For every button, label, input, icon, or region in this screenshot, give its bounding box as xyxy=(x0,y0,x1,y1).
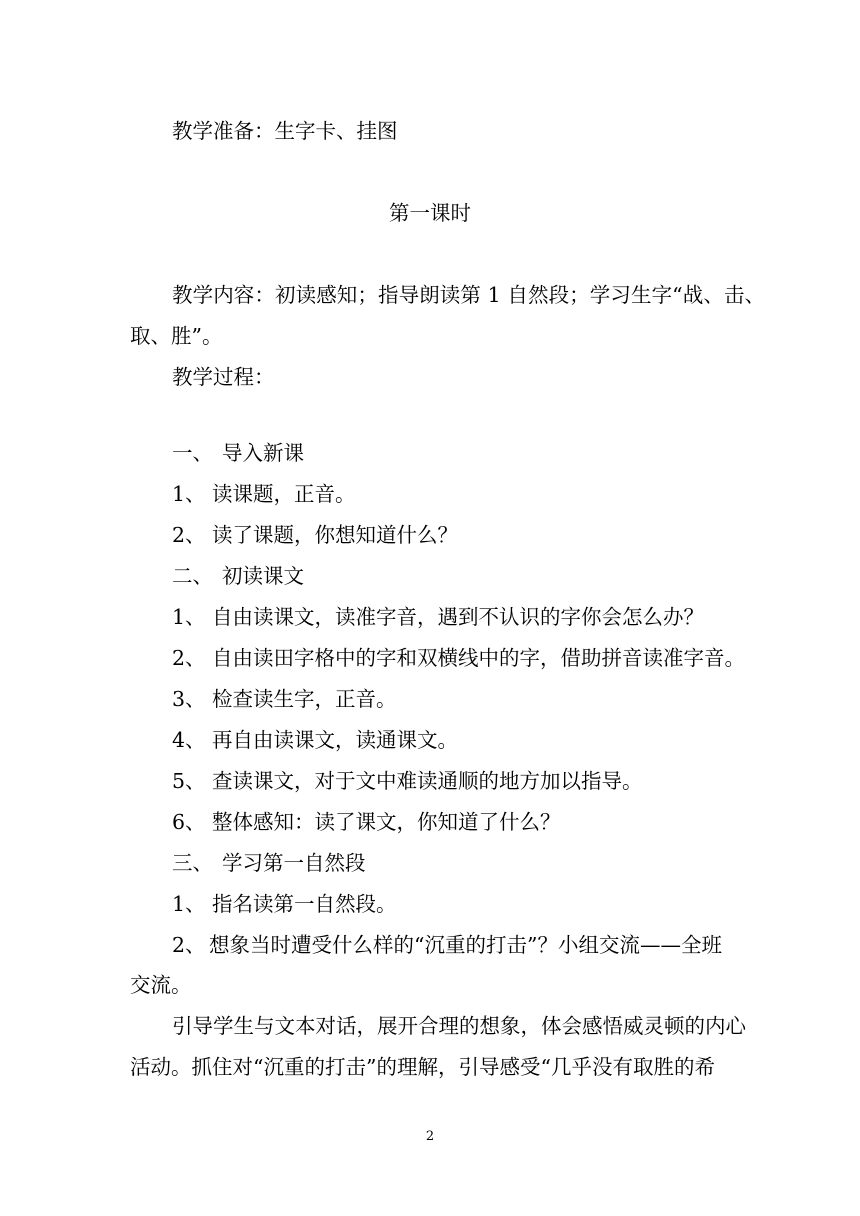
part-2-heading xyxy=(172,564,304,588)
list-item-number: 6、 xyxy=(172,810,206,834)
part-1-number: 一、 xyxy=(172,441,213,465)
list-item xyxy=(172,646,745,670)
list-item-text: 整体感知：读了课文，你知道了什么？ xyxy=(212,810,561,834)
part-3-heading xyxy=(172,851,366,875)
part-1-heading xyxy=(172,441,304,465)
list-item xyxy=(172,605,704,629)
list-item-number: 4、 xyxy=(172,728,206,752)
list-item-number: 2、 xyxy=(172,933,206,957)
page-number: 2 xyxy=(425,1129,435,1144)
list-item xyxy=(172,687,397,711)
list-item-number: 1、 xyxy=(172,482,206,506)
guide-line-1: 引导学生与文本对话，展开合理的想象，体会感悟威灵顿的内心 xyxy=(172,1014,746,1038)
list-item-number: 2、 xyxy=(172,646,206,670)
list-item xyxy=(172,523,458,547)
list-item xyxy=(172,728,458,752)
part-2-title: 初读课文 xyxy=(222,564,304,588)
process-label: 教学过程： xyxy=(172,365,275,389)
list-item xyxy=(172,769,643,793)
content-line-1: 教学内容：初读感知；指导朗读第 1 自然段；学习生字“战、击、 xyxy=(172,283,766,307)
list-item-text: 想象当时遭受什么样的“沉重的打击”？小组交流——全班 xyxy=(209,933,722,957)
list-item-text: 读课题，正音。 xyxy=(212,482,356,506)
list-item-number: 3、 xyxy=(172,687,206,711)
list-item-text: 自由读课文，读准字音，遇到不认识的字你会怎么办？ xyxy=(212,605,704,629)
list-item-number: 1、 xyxy=(172,892,206,916)
list-item-text: 检查读生字，正音。 xyxy=(212,687,397,711)
list-item-number: 5、 xyxy=(172,769,206,793)
preparation-line: 教学准备：生字卡、挂图 xyxy=(172,119,398,143)
part-3-title: 学习第一自然段 xyxy=(222,851,366,875)
list-item xyxy=(172,810,561,834)
list-item-text: 指名读第一自然段。 xyxy=(212,892,397,916)
list-item-text: 自由读田字格中的字和双横线中的字，借助拼音读准字音。 xyxy=(212,646,745,670)
section-title: 第一课时 xyxy=(389,201,471,225)
list-item-continuation: 交流。 xyxy=(130,973,192,997)
list-item xyxy=(172,482,356,506)
list-item-number: 1、 xyxy=(172,605,206,629)
part-2-number: 二、 xyxy=(172,564,213,588)
list-item xyxy=(172,892,397,916)
list-item-number: 2、 xyxy=(172,523,206,547)
content-line-2: 取、胜”。 xyxy=(130,324,223,348)
part-3-number: 三、 xyxy=(172,851,213,875)
list-item-text: 读了课题，你想知道什么？ xyxy=(212,523,458,547)
part-1-title: 导入新课 xyxy=(222,441,304,465)
guide-line-2: 活动。抓住对“沉重的打击”的理解，引导感受“几乎没有取胜的希 xyxy=(130,1055,715,1079)
list-item xyxy=(172,933,722,957)
list-item-text: 查读课文，对于文中难读通顺的地方加以指导。 xyxy=(212,769,643,793)
list-item-text: 再自由读课文，读通课文。 xyxy=(212,728,458,752)
